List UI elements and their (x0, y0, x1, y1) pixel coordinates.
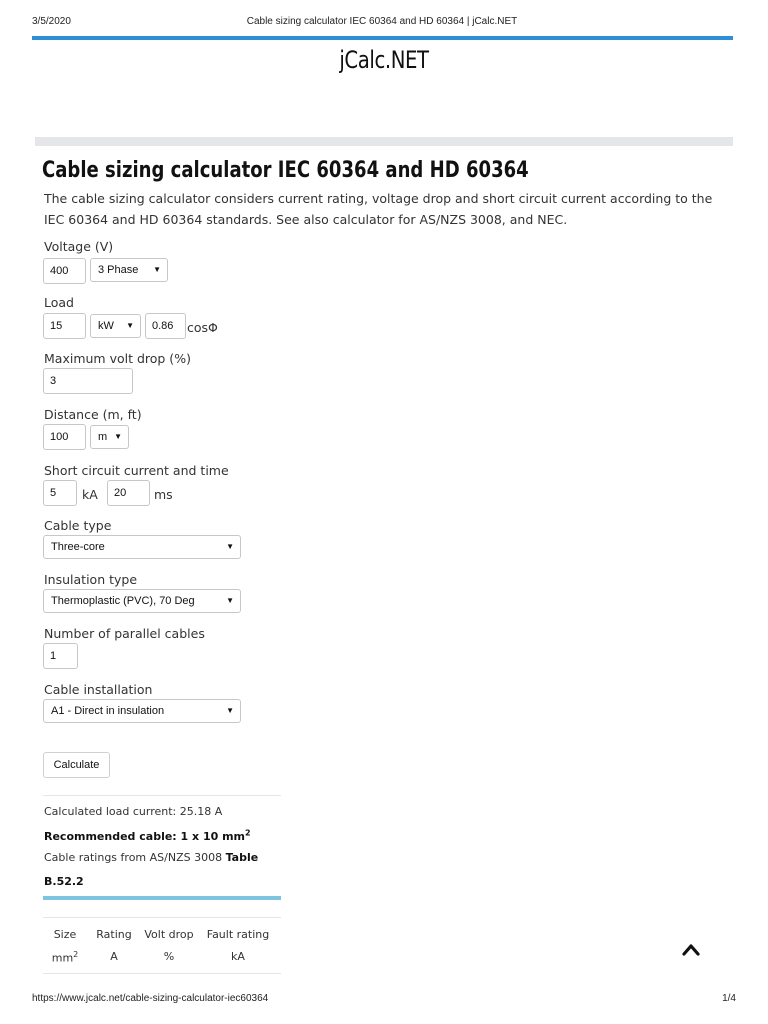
installation-value: A1 - Direct in insulation (51, 705, 165, 717)
ratings-source-text: Cable ratings from AS/NZS 3008 (44, 851, 223, 864)
table-header-rating: Rating (96, 928, 132, 941)
load-unit-value: kW (98, 320, 114, 332)
table-header-fault-rating: Fault rating (206, 928, 270, 941)
table-unit-size-text: mm (51, 951, 74, 965)
distance-unit-select[interactable] (90, 425, 129, 449)
caret-down-icon: ▼ (226, 596, 234, 605)
recommended-cable-sup: 2 (245, 828, 251, 837)
load-current-result: Calculated load current: 25.18 A (44, 805, 223, 818)
print-url: https://www.jcalc.net/cable-sizing-calculator-iec60364 (32, 993, 269, 1004)
recommended-cable-text: Recommended cable: 1 x 10 mm (44, 829, 246, 843)
load-unit-select[interactable] (90, 314, 141, 338)
table-unit-rating: A (110, 950, 118, 963)
parallel-label: Number of parallel cables (44, 626, 205, 641)
phase-select-value: 3 Phase (98, 264, 139, 276)
table-word: Table (225, 851, 259, 864)
insulation-label: Insulation type (44, 572, 138, 587)
cable-type-select[interactable] (43, 535, 241, 559)
short-circuit-current-unit: kA (82, 487, 98, 502)
phase-select[interactable] (90, 258, 168, 282)
print-header (32, 16, 732, 30)
caret-down-icon: ▼ (114, 432, 122, 441)
caret-down-icon: ▼ (153, 265, 161, 274)
calculate-button[interactable]: Calculate (43, 752, 110, 778)
print-title: Cable sizing calculator IEC 60364 and HD 60364 | jCalc.NET (246, 16, 518, 27)
parallel-input[interactable]: 1 (43, 643, 78, 669)
print-date: 3/5/2020 (32, 16, 71, 27)
cable-type-value: Three-core (51, 541, 105, 553)
short-circuit-label: Short circuit current and time (44, 463, 229, 478)
accent-bar (32, 36, 733, 40)
back-to-top-button[interactable] (681, 942, 701, 958)
section-divider (35, 137, 733, 146)
ratings-source (44, 851, 258, 864)
table-unit-fault-rating: kA (231, 950, 245, 963)
table-header-volt-drop: Volt drop (144, 928, 194, 941)
short-circuit-current-input[interactable]: 5 (43, 480, 77, 506)
cable-type-label: Cable type (44, 518, 112, 533)
load-input[interactable]: 15 (43, 313, 86, 339)
power-factor-label: cosΦ (187, 320, 218, 335)
caret-down-icon: ▼ (226, 706, 234, 715)
insulation-select[interactable] (43, 589, 241, 613)
print-page-number: 1/4 (722, 993, 736, 1004)
table-reference-text: B.52.2 (44, 875, 84, 888)
caret-down-icon: ▼ (226, 542, 234, 551)
table-bottom-divider (43, 973, 281, 974)
installation-select[interactable] (43, 699, 241, 723)
insulation-value: Thermoplastic (PVC), 70 Deg (51, 595, 195, 607)
intro-text: The cable sizing calculator considers current rating, voltage drop and short circuit current according to the IEC 60364 and HD 60364 standards. See also calculator for AS/NZS 3008, and NEC. (44, 191, 713, 227)
page-title: Cable sizing calculator IEC 60364 and HD 60364 (42, 158, 529, 183)
table-top-divider (43, 917, 281, 918)
volt-drop-input[interactable]: 3 (43, 368, 133, 394)
table-unit-size-sup: 2 (73, 950, 79, 959)
installation-label: Cable installation (44, 682, 153, 697)
recommended-cable-result (44, 828, 251, 843)
distance-label: Distance (m, ft) (44, 407, 142, 422)
voltage-label: Voltage (V) (44, 239, 114, 254)
short-circuit-time-unit: ms (154, 487, 173, 502)
table-header-size: Size (53, 928, 77, 941)
print-footer (32, 993, 736, 1007)
short-circuit-time-input[interactable]: 20 (107, 480, 150, 506)
distance-input[interactable]: 100 (43, 424, 86, 450)
volt-drop-label: Maximum volt drop (%) (44, 351, 191, 366)
table-unit-size (48, 950, 82, 965)
voltage-input[interactable]: 400 (43, 258, 86, 284)
site-logo[interactable]: jCalc.NET (339, 46, 429, 74)
power-factor-input[interactable]: 0.86 (145, 313, 186, 339)
table-reference (44, 875, 84, 888)
load-label: Load (44, 295, 74, 310)
results-rule (43, 896, 281, 900)
distance-unit-value: m (98, 431, 108, 443)
table-unit-volt-drop: % (163, 950, 175, 963)
caret-down-icon: ▼ (126, 321, 134, 330)
chevron-up-icon (681, 942, 701, 958)
results-divider (43, 795, 281, 796)
